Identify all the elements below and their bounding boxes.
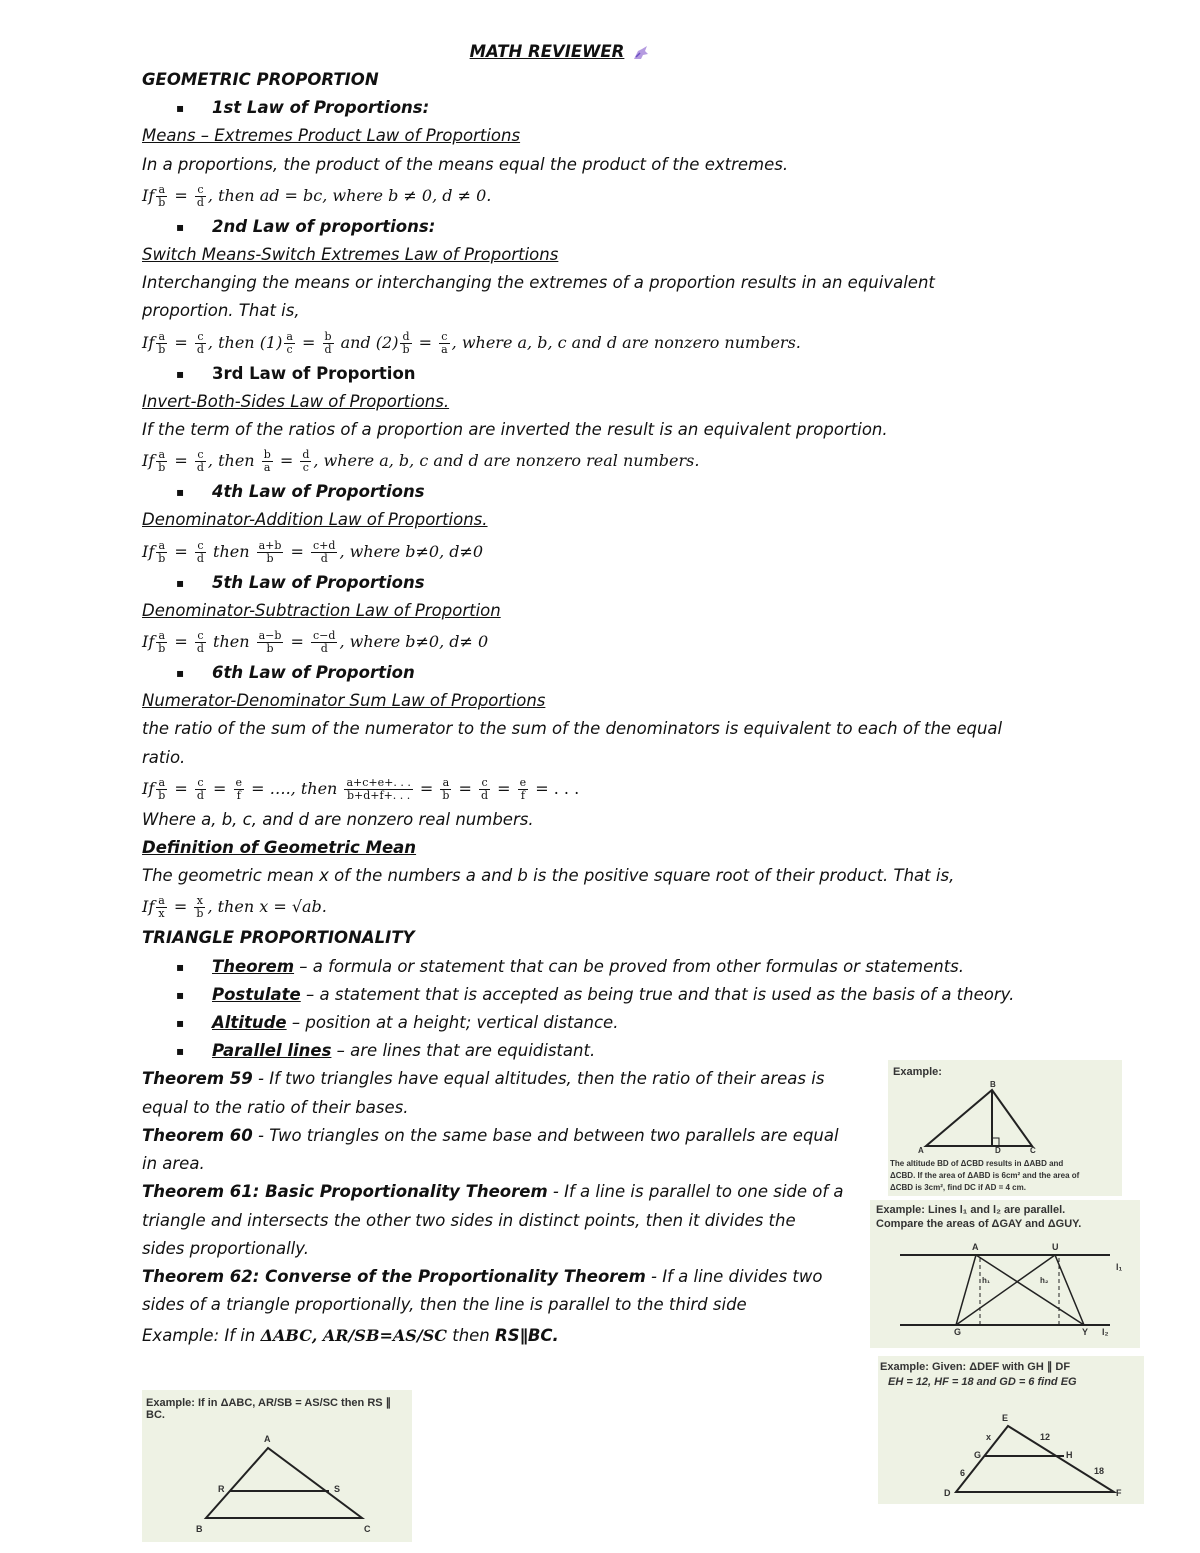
theorem-61-cont: triangle and intersects the other two sides in distinct points, then it divides the [142, 1210, 796, 1230]
law-name: Denominator-Subtraction Law of Proportion [142, 600, 501, 620]
page-title: MATH REVIEWER [0, 38, 1120, 66]
equation: If $\frac{a}{b}$ = $\frac{c}{d}$ , then (1) $\frac{a}{c}$ = $\frac{b}{d}$ and (2) $\frac{d}{b}$ = $\frac{c}{a}$ , where a, b, c and d are nonzero numbers. [142, 329, 801, 356]
equation: If $\frac{a}{b}$ = $\frac{c}{d}$ , then $\frac{b}{a}$ = $\frac{d}{c}$ , where a, b, c and d are nonzero real numbers. [142, 448, 700, 475]
theorem-62: Theorem 62: Converse of the Proportionality Theorem - If a line divides two [142, 1266, 823, 1286]
example-figure-triangle-abc: Example: If in ΔABC, AR/SB = AS/SC then RS ∥ BC. A R S B C [142, 1390, 412, 1542]
equation: If $\frac{a}{b}$ = $\frac{c}{d}$ , then ad = bc, where b ≠ 0, d ≠ 0. [142, 182, 492, 209]
triangle-rs-diagram [142, 1390, 412, 1542]
theorem-59: Theorem 59 - If two triangles have equal altitudes, then the ratio of their areas is [142, 1069, 825, 1089]
law-note: Where a, b, c, and d are nonzero real numbers. [142, 809, 534, 829]
theorem-59-cont: equal to the ratio of their bases. [142, 1097, 409, 1117]
theorem-60-cont: in area. [142, 1154, 205, 1174]
example-figure-altitude: Example: B A D C The altitude BD of ΔCBD results in ΔABD and ΔCBD. If the area of ΔABD is 6cm² and the area of ΔCBD is 3cm², find DC if AD = 4 cm. [888, 1060, 1122, 1196]
example-line: Example: If in ΔABC, AR/SB=AS/SC then RS∥BC. [142, 1326, 559, 1346]
law-heading: ▪ 5th Law of Proportions [142, 569, 1062, 597]
theorem-61-cont: sides proportionally. [142, 1238, 309, 1258]
parallel-lines-diagram [870, 1200, 1140, 1348]
definition-text: The geometric mean x of the numbers a and b is the positive square root of their product. That is, [142, 866, 955, 886]
equation: If $\frac{a}{x}$ = $\frac{x}{b}$ , then x = √ab. [142, 894, 327, 921]
law-description: In a proportions, the product of the means equal the product of the extremes. [142, 154, 789, 174]
law-heading: ▪ 3rd Law of Proportion [142, 360, 1062, 388]
example-figure-parallel-lines: Example: Lines l₁ and l₂ are parallel. Compare the areas of ΔGAY and ΔGUY. A U G Y l₁ l₂ h₁ h₂ [870, 1200, 1140, 1348]
example-figure-triangle-def: Example: Given: ΔDEF with GH ∥ DF EH = 12, HF = 18 and GD = 6 find EG E x 12 G H 6 18 D F [878, 1356, 1144, 1504]
equation: If $\frac{a}{b}$ = $\frac{c}{d}$ = $\frac{e}{f}$ = …., then $\frac{a+c+e+. . .}{b+d+f+. . .}$ = $\frac{a}{b}$ = $\frac{c}{d}$ = $\frac{e}{f}$ = . . . [142, 775, 580, 802]
term-item: ▪ Postulate – a statement that is accepted as being true and that is used as the basis of a theory. [142, 981, 1062, 1009]
law-name: Invert-Both-Sides Law of Proportions. [142, 391, 450, 411]
definition-heading: Definition of Geometric Mean [142, 838, 417, 858]
law-name: Numerator-Denominator Sum Law of Proportions [142, 691, 546, 711]
law-heading: ▪ 4th Law of Proportions [142, 478, 1062, 506]
law-description: If the term of the ratios of a proportion are inverted the result is an equivalent proportion. [142, 420, 888, 440]
law-description: Interchanging the means or interchanging the extremes of a proportion results in an equivalent [142, 273, 935, 293]
law-name: Switch Means-Switch Extremes Law of Proportions [142, 245, 559, 265]
unicorn-icon [632, 45, 650, 61]
triangle-def-diagram [878, 1356, 1144, 1504]
law-name: Means – Extremes Product Law of Proportions [142, 126, 521, 146]
theorem-62-cont: sides of a triangle proportionally, then the line is parallel to the third side [142, 1295, 747, 1315]
theorem-61: Theorem 61: Basic Proportionality Theorem - If a line is parallel to one side of a [142, 1182, 844, 1202]
term-item: ▪ Theorem – a formula or statement that can be proved from other formulas or statements. [142, 953, 1062, 981]
law-description: ratio. [142, 747, 186, 767]
equation: If $\frac{a}{b}$ = $\frac{c}{d}$ then $\frac{a+b}{b}$ = $\frac{c+d}{d}$ , where b≠0, d≠0 [142, 538, 484, 565]
section-heading: TRIANGLE PROPORTIONALITY [142, 928, 415, 948]
equation: If $\frac{a}{b}$ = $\frac{c}{d}$ then $\frac{a-b}{b}$ = $\frac{c-d}{d}$ , where b≠0, d≠ 0 [142, 629, 489, 656]
law-description: proportion. That is, [142, 301, 300, 321]
law-heading: ▪ 6th Law of Proportion [142, 659, 1062, 687]
law-heading: ▪ 2nd Law of proportions: [142, 213, 1062, 241]
law-heading: ▪ 1st Law of Proportions: [142, 94, 1062, 122]
section-heading: GEOMETRIC PROPORTION [142, 70, 379, 89]
law-description: the ratio of the sum of the numerator to the sum of the denominators is equivalent to each of the equal [142, 719, 1003, 739]
term-item: ▪ Altitude – position at a height; vertical distance. [142, 1009, 1062, 1037]
term-item: ▪ Parallel lines – are lines that are equidistant. [142, 1037, 1062, 1065]
law-name: Denominator-Addition Law of Proportions. [142, 510, 488, 530]
theorem-60: Theorem 60 - Two triangles on the same base and between two parallels are equal [142, 1125, 839, 1145]
